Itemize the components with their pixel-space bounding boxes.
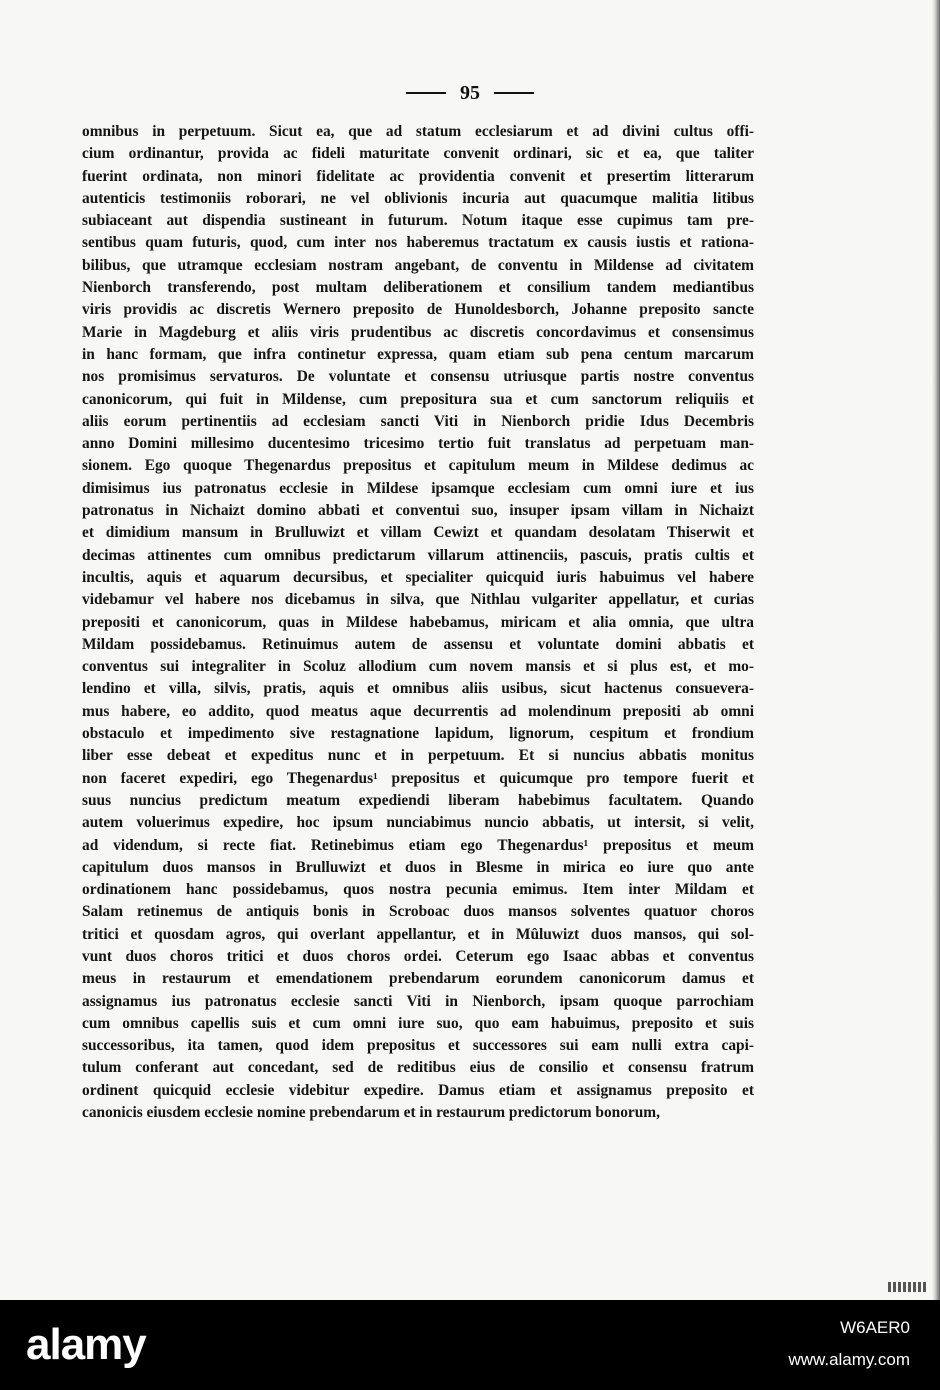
page-edge-shadow [932,0,940,1300]
text-line: Nienborch transferendo, post multam deliberationem et consilium tandem mediantibus [82,279,754,297]
text-line: fuerint ordinata, non minori fidelitate ac providentia convenit et presertim litterarum [82,167,754,185]
document-body [82,121,754,1124]
text-line: cum omnibus capellis suis et cum omni iure suo, quo eam habuimus, preposito et suis [82,1014,754,1032]
text-line: suus nuncius predictum meatum expediendi liberam habebimus facultatem. Quando [82,791,754,809]
text-line: sentibus quam futuris, quod, cum inter nos haberemus tractatum ex causis iustis et rationa- [82,234,754,252]
watermark-image-id: W6AER0 [840,1318,910,1337]
text-line: capitulum duos mansos in Brulluwizt et duos in Blesme in mirica eo iure quo ante [82,858,754,876]
text-line: ordinent quicquid ecclesie videbitur expedire. Damus etiam et assignamus preposito et [82,1081,754,1099]
header-rule-right [494,92,534,94]
text-line: tulum conferant aut concedant, sed de reditibus eius de consilio et consensu fratrum [82,1059,754,1077]
text-line: dimisimus ius patronatus ecclesie in Mildese ipsamque ecclesiam cum omni iure et ius [82,479,754,497]
text-line: successoribus, ita tamen, quod idem prepositus et successores sui eam nulli extra capi- [82,1037,754,1055]
watermark-logo: alamy [26,1320,146,1369]
text-line: sionem. Ego quoque Thegenardus prepositus et capitulum meum in Mildese dedimus ac [82,457,754,475]
text-line: canonicis eiusdem ecclesie nomine prebendarum et in restaurum predictorum bonorum, [82,1104,660,1122]
text-line: viris providis ac discretis Wernero preposito de Hunoldesborch, Johanne preposito sancte [82,301,754,319]
text-line: decimas attinentes cum omnibus predictarum villarum attinenciis, pascuis, pratis cultis et [82,546,754,564]
text-line: anno Domini millesimo ducentesimo tricesimo tertio fuit translatus ad perpetuam man- [82,435,754,453]
text-line: autem voluerimus expedire, hoc ipsum nunciabimus nuncio abbatis, ut intersit, si velit, [82,814,754,832]
text-line: Mildam possidebamus. Retinuimus autem de assensu et voluntate domini abbatis et [82,635,754,653]
text-line: canonicorum, qui fuit in Mildense, cum prepositura sua et cum sanctorum reliquiis et [82,390,754,408]
watermark-url: www.alamy.com [788,1350,910,1369]
text-line: conventus sui integraliter in Scoluz allodium cum novem mansis et si plus est, et mo- [82,658,754,676]
text-line: obstaculo et impedimento sive restagnatione lapidum, lignorum, cespitum et frondium [82,725,754,743]
text-line: autenticis testimoniis roborari, ne vel oblivionis incuria aut quacumque malitia litibus [82,189,754,207]
text-line: omnibus in perpetuum. Sicut ea, que ad statum ecclesiarum et ad divini cultus offi- [82,123,754,140]
text-line: ordinationem hanc possidebamus, quos nostra pecunia emimus. Item inter Mildam et [82,881,754,899]
text-line: assignamus ius patronatus ecclesie sancti Viti in Nienborch, ipsam quoque parrochiam [82,992,754,1010]
text-line: aliis eorum pertinentiis ad ecclesiam sancti Viti in Nienborch pridie Idus Decembris [82,412,754,430]
scan-edge-mark [888,1282,928,1292]
text-line: non faceret expediri, ego Thegenardus¹ prepositus et quicumque pro tempore fuerit et [82,769,754,787]
text-line: vunt duos choros tritici et duos choros ordei. Ceterum ego Isaac abbas et conventus [82,947,754,965]
text-line: bilibus, que utramque ecclesiam nostram angebant, de conventu in Mildense ad civitatem [82,256,754,274]
page-number: 95 [460,81,480,104]
header-rule-left [406,92,446,94]
text-line: nos promisimus servaturos. De voluntate et consensu utriusque partis nostre conventus [82,368,754,386]
text-line: mus habere, eo addito, quod meatus aque decurrentis ad molendinum prepositi ab omni [82,702,754,720]
text-line: in hanc formam, que infra continetur expressa, quam etiam sub pena centum marcarum [82,345,754,363]
text-line: patronatus in Nichaizt domino abbati et conventui suo, insuper ipsam villam in Nichaizt [82,502,754,520]
text-line: et dimidium mansum in Brulluwizt et villam Cewizt et quandam desolatam Thiserwit et [82,524,754,542]
text-line: Salam retinemus de antiquis bonis in Scroboac duos mansos solventes quatuor choros [82,903,754,921]
text-line: prepositi et canonicorum, quas in Mildese habebamus, miricam et alia omnia, que ultra [82,613,754,631]
page-header [0,78,940,108]
text-line: incultis, aquis et aquarum decursibus, et specialiter quicquid iuris habuimus vel habere [82,568,754,586]
text-line: videbamur vel habere nos dicebamus in silva, que Nithlau vulgariter appellatur, et curias [82,591,754,609]
text-line: tritici et quosdam agros, qui overlant appellantur, et in Mûluwizt duos mansos, qui sol- [82,925,754,943]
text-line: ad videndum, si recte fiat. Retinebimus etiam ego Thegenardus¹ prepositus et meum [82,836,754,854]
text-line: lendino et villa, silvis, pratis, aquis et omnibus aliis usibus, sicut hactenus consuevera- [82,680,754,698]
text-line: Marie in Magdeburg et aliis viris prudentibus ac discretis concordavimus et consensimus [82,323,754,341]
text-line: subiaceant aut dispendia sustineant in futurum. Notum itaque esse cupimus tam pre- [82,212,754,230]
text-line: cium ordinantur, provida ac fideli maturitate convenit ordinari, sic et ea, que taliter [82,145,754,163]
text-line: liber esse debeat et expeditus nunc et in perpetuum. Et si nuncius abbatis monitus [82,747,754,765]
text-line: meus in restaurum et emendationem prebendarum eorundem canonicorum damus et [82,970,754,988]
